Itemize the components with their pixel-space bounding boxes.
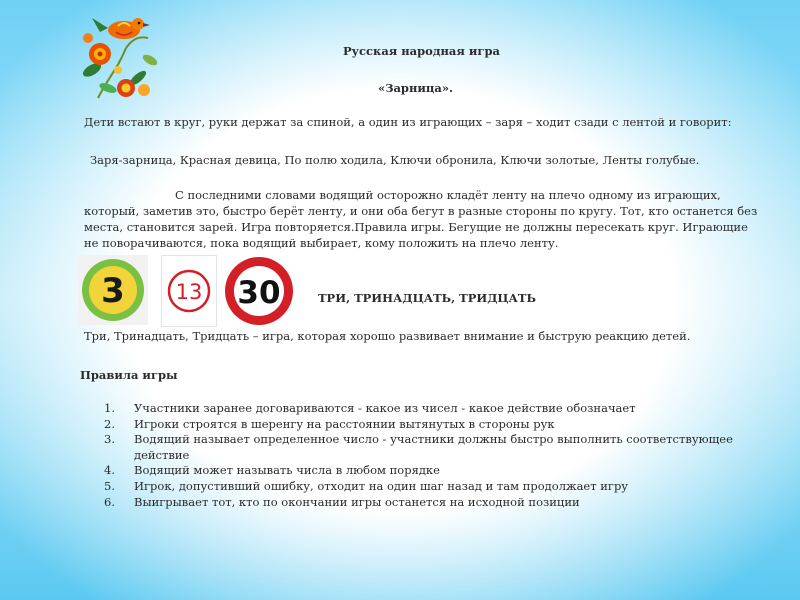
list-text: Водящий называет определенное число - участники должны быстро выполнить соответствующее xyxy=(134,432,733,447)
list-item xyxy=(82,463,762,479)
three-icon xyxy=(78,255,148,325)
intro-text: Дети встают в круг, руки держат за спиной, а один из играющих – заря – ходит сзади с лентой и говорит: xyxy=(84,115,732,129)
folk-ornament-bird-icon xyxy=(78,8,160,104)
list-text: Участники заранее договариваются - какое из чисел - какое действие обозначает xyxy=(134,401,636,415)
list-item xyxy=(82,417,762,433)
list-number: 6. xyxy=(104,494,115,509)
list-number: 3. xyxy=(104,432,115,447)
rhyme-text: Заря-зарница, Красная девица, По полю ходила, Ключи обронила, Ключи золотые, Ленты голубые. xyxy=(90,153,700,167)
list-number: 4. xyxy=(104,463,115,478)
paragraph-line: который, заметив это, быстро берёт ленту, и они оба бегут в разные стороны по кругу. Тот, кто останется без xyxy=(84,204,758,218)
paragraph-line: С последними словами водящий осторожно кладёт ленту на плечо одному из играющих, xyxy=(175,188,721,202)
rules-heading: Правила игры xyxy=(80,368,178,382)
game-title: ТРИ, ТРИНАДЦАТЬ, ТРИДЦАТЬ xyxy=(318,291,536,305)
list-text: Игроки строятся в шеренгу на расстоянии вытянутых в стороны рук xyxy=(134,416,555,431)
title-line-1: Русская народная игра xyxy=(343,44,500,58)
list-text: Водящий может называть числа в любом порядке xyxy=(134,463,440,478)
three-icon-label: 3 xyxy=(101,271,125,311)
paragraph-line: места, становится зарей. Игра повторяется.Правила игры. Бегущие не должны пересекать круг. Играющие xyxy=(84,220,748,234)
list-number: 5. xyxy=(104,478,115,493)
list-text: Игрок, допустивший ошибку, отходит на один шаг назад и там продолжает игру xyxy=(134,478,629,493)
list-item xyxy=(82,432,762,448)
title-line-2: «Зарница». xyxy=(378,81,454,95)
list-item xyxy=(82,401,762,417)
list-item xyxy=(82,479,762,495)
rules-list xyxy=(82,401,762,510)
paragraph-line: не поворачиваются, пока водящий выбирает, кому положить на плечо ленту. xyxy=(84,236,559,250)
thirty-icon-label: 30 xyxy=(237,275,281,311)
game-description: Три, Тринадцать, Тридцать – игра, которая хорошо развивает внимание и быструю реакцию детей. xyxy=(84,329,691,343)
thirteen-icon xyxy=(161,255,217,327)
list-text: Выигрывает тот, кто по окончании игры останется на исходной позиции xyxy=(134,494,580,509)
thirteen-icon-label: 13 xyxy=(175,280,203,304)
list-item xyxy=(82,495,762,511)
thirty-icon xyxy=(222,255,296,327)
list-number: 1. xyxy=(104,401,115,415)
list-text: действие xyxy=(134,447,190,462)
list-item xyxy=(82,448,762,464)
list-number: 2. xyxy=(104,416,115,431)
